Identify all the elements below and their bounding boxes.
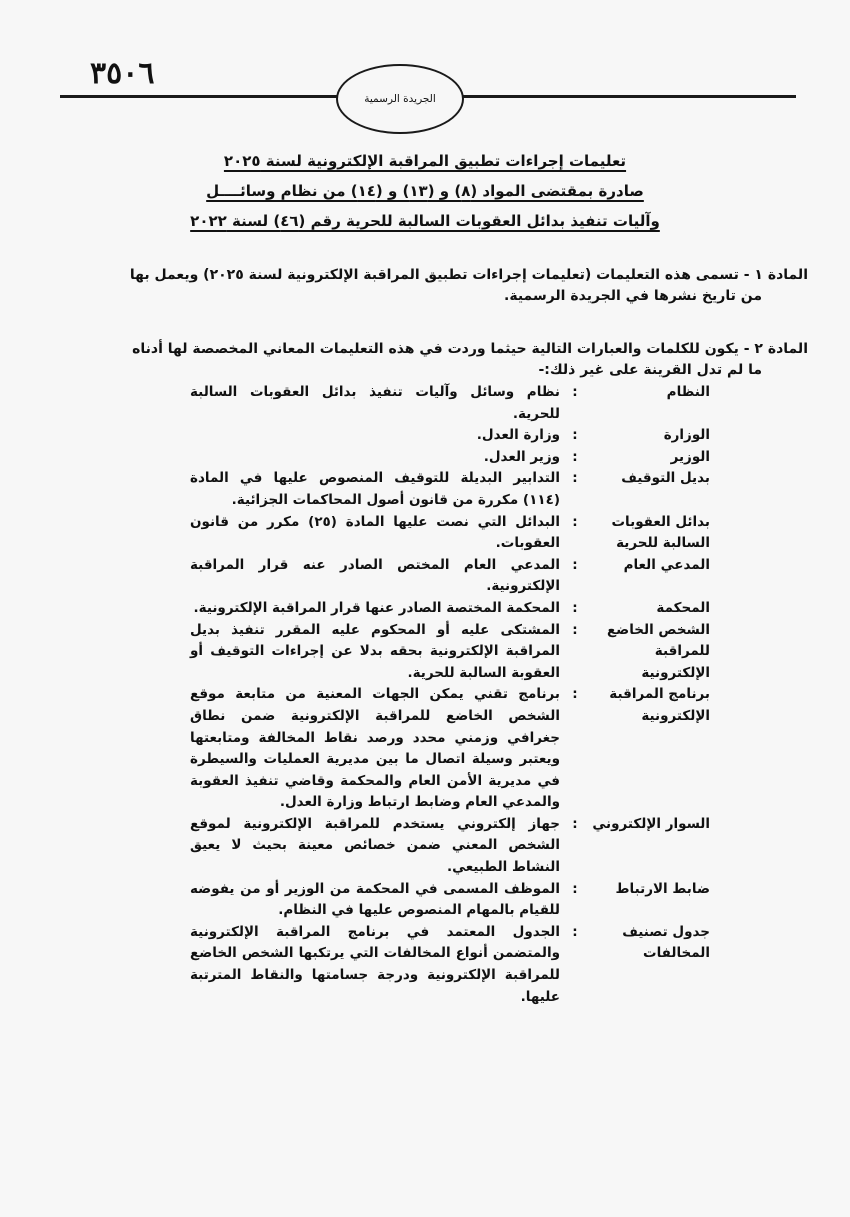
- definition-colon: :: [572, 470, 578, 487]
- definition-term: الشخص الخاضع للمراقبة الإلكترونية: [606, 621, 710, 681]
- title-line-3: وآليات تنفيذ بدائل العقوبات السالبة للحرية رقم (٤٦) لسنة ٢٠٢٢: [190, 212, 660, 230]
- definition-row: [190, 879, 710, 922]
- definition-text: الجدول المعتمد في برنامج المراقبة الإلكترونية والمتضمن أنواع المخالفات التي يرتكبها الشخص الخاضع للمراقبة الإلكترونية ودرجة جسامتها والنقاط المترتبة عليها.: [190, 923, 560, 1005]
- definition-row: [190, 425, 710, 447]
- definition-row: [190, 468, 710, 511]
- article-2-line-1: المادة ٢ - يكون للكلمات والعبارات التالية حيثما وردت في هذه التعليمات المعاني المخصصة لها أدناه: [132, 341, 808, 357]
- definition-term: المدعي العام: [623, 556, 710, 573]
- definition-row: [190, 512, 710, 555]
- title-line-1: تعليمات إجراءات تطبيق المراقبة الإلكترونية لسنة ٢٠٢٥: [223, 152, 627, 170]
- article-2: [96, 339, 808, 381]
- definition-row: [190, 447, 710, 469]
- definition-colon: :: [572, 923, 578, 940]
- definition-term: السوار الإلكتروني: [592, 815, 710, 832]
- definition-colon: :: [572, 621, 578, 638]
- definition-text: المحكمة المختصة الصادر عنها قرار المراقبة الإلكترونية.: [193, 599, 560, 616]
- definition-text: التدابير البديلة للتوقيف المنصوص عليها في المادة (١١٤) مكررة من قانون أصول المحاكمات الجزائية.: [190, 470, 560, 508]
- publication-emblem: [336, 64, 464, 134]
- title-line-2: صادرة بمقتضى المواد (٨) و (١٣) و (١٤) من نظام وسائــــل: [206, 182, 644, 200]
- definition-row: [190, 598, 710, 620]
- definition-text: وزير العدل.: [483, 448, 560, 465]
- article-1-line-1: المادة ١ - تسمى هذه التعليمات (تعليمات إجراءات تطبيق المراقبة الإلكترونية لسنة ٢٠٢٥) ويعمل بها: [129, 267, 808, 283]
- article-2-line-2: ما لم تدل القرينة على غير ذلك:-: [538, 362, 762, 378]
- definition-colon: :: [572, 880, 578, 897]
- definition-row: [190, 684, 710, 814]
- page-number: ٣٥٠٦: [90, 56, 155, 91]
- definition-term: برنامج المراقبة الإلكترونية: [609, 686, 710, 724]
- article-1: [96, 265, 808, 307]
- definition-term: ضابط الارتباط: [615, 880, 710, 897]
- definition-row: [190, 555, 710, 598]
- document-title: [180, 146, 670, 236]
- definition-term: بديل التوقيف: [621, 470, 710, 487]
- publication-name: الجريدة الرسمية: [364, 93, 436, 105]
- definition-row: [190, 814, 710, 879]
- definition-text: برنامج تقني يمكن الجهات المعنية من متابعة موقع الشخص الخاضع للمراقبة الإلكترونية ضمن نطاق جغرافي وزمني محدد ورصد نقاط المخالفة ومتابعتها ويعتبر وسيلة اتصال ما بين مديرية العمليات والسيطرة في مديرية الأمن العام والمحكمة وقاضي تنفيذ العقوبة والمدعي العام وضابط ارتباط وزارة العدل.: [190, 686, 560, 811]
- definition-colon: :: [572, 556, 578, 573]
- definition-colon: :: [572, 384, 578, 400]
- definition-term: المحكمة: [656, 599, 710, 616]
- definitions-list: [190, 382, 710, 1008]
- definition-row: [190, 922, 710, 1008]
- definition-text: وزارة العدل.: [476, 427, 560, 444]
- article-1-line-2: من تاريخ نشرها في الجريدة الرسمية.: [504, 288, 762, 304]
- definition-term: الوزارة: [663, 427, 710, 444]
- definition-text: البدائل التي نصت عليها المادة (٢٥) مكرر من قانون العقوبات.: [190, 513, 560, 552]
- definition-text: جهاز إلكتروني يستخدم للمراقبة الإلكترونية لموقع الشخص المعني ضمن خصائص معينة بحيث لا يعيق النشاط الطبيعي.: [190, 815, 560, 876]
- definition-row: [190, 382, 710, 425]
- definition-text: الموظف المسمى في المحكمة من الوزير أو من يفوضه للقيام بالمهام المنصوص عليها في النظام.: [190, 880, 560, 919]
- definition-colon: :: [572, 686, 578, 703]
- definition-text: نظام وسائل وآليات تنفيذ بدائل العقوبات السالبة للحرية.: [190, 384, 560, 422]
- definition-term: بدائل العقوبات السالبة للحرية: [611, 513, 710, 552]
- definition-colon: :: [572, 599, 578, 616]
- definition-term: الوزير: [670, 448, 710, 465]
- definition-colon: :: [572, 448, 578, 465]
- definition-colon: :: [572, 513, 578, 530]
- definition-colon: :: [572, 427, 578, 444]
- definition-text: المدعي العام المختص الصادر عنه قرار المراقبة الإلكترونية.: [190, 556, 560, 595]
- definition-term: النظام: [666, 384, 710, 400]
- definition-term: جدول تصنيف المخالفات: [622, 923, 710, 962]
- definition-text: المشتكى عليه أو المحكوم عليه المقرر تنفيذ بديل المراقبة الإلكترونية بحقه بدلا عن إجراءات التوقيف أو العقوبة السالبة للحرية.: [190, 621, 560, 681]
- definition-colon: :: [572, 815, 578, 832]
- definition-row: [190, 620, 710, 685]
